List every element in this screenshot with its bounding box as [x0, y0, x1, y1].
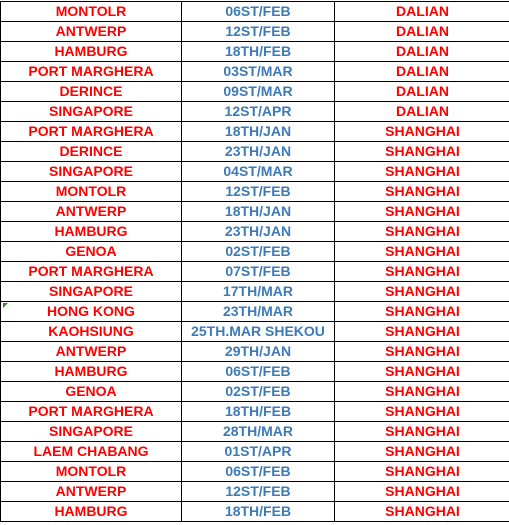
port-cell[interactable]: ANTWERP [1, 482, 182, 502]
port-cell[interactable]: LAEM CHABANG [1, 442, 182, 462]
cell-error-indicator-icon [3, 303, 8, 308]
date-cell[interactable]: 12ST/FEB [182, 482, 335, 502]
port-cell[interactable]: MONTOLR [1, 462, 182, 482]
schedule-table-body [1, 2, 509, 522]
port-cell[interactable]: GENOA [1, 242, 182, 262]
port-cell[interactable]: KAOHSIUNG [1, 322, 182, 342]
table-row [1, 122, 509, 142]
destination-cell[interactable]: DALIAN [335, 2, 509, 22]
destination-cell[interactable]: SHANGHAI [335, 142, 509, 162]
port-cell[interactable]: GENOA [1, 382, 182, 402]
port-cell[interactable]: MONTOLR [1, 182, 182, 202]
destination-cell[interactable]: DALIAN [335, 22, 509, 42]
date-cell[interactable]: 06ST/FEB [182, 462, 335, 482]
table-row [1, 162, 509, 182]
port-cell[interactable]: PORT MARGHERA [1, 262, 182, 282]
destination-cell[interactable]: SHANGHAI [335, 242, 509, 262]
port-cell[interactable]: HAMBURG [1, 362, 182, 382]
port-cell[interactable]: SINGAPORE [1, 282, 182, 302]
table-row [1, 222, 509, 242]
port-cell[interactable]: PORT MARGHERA [1, 402, 182, 422]
port-cell[interactable]: DERINCE [1, 82, 182, 102]
port-cell[interactable]: SINGAPORE [1, 422, 182, 442]
table-row [1, 82, 509, 102]
table-row [1, 322, 509, 342]
destination-cell[interactable]: SHANGHAI [335, 282, 509, 302]
table-row [1, 102, 509, 122]
date-cell[interactable]: 02ST/FEB [182, 242, 335, 262]
table-row [1, 262, 509, 282]
destination-cell[interactable]: SHANGHAI [335, 162, 509, 182]
port-cell[interactable]: PORT MARGHERA [1, 122, 182, 142]
port-cell[interactable]: HAMBURG [1, 42, 182, 62]
destination-cell[interactable]: SHANGHAI [335, 342, 509, 362]
date-cell[interactable]: 29TH/JAN [182, 342, 335, 362]
port-cell[interactable]: MONTOLR [1, 2, 182, 22]
table-row [1, 362, 509, 382]
table-row [1, 502, 509, 522]
table-row [1, 22, 509, 42]
table-row [1, 242, 509, 262]
table-row [1, 342, 509, 362]
schedule-table [0, 1, 509, 522]
destination-cell[interactable]: SHANGHAI [335, 182, 509, 202]
destination-cell[interactable]: SHANGHAI [335, 422, 509, 442]
date-cell[interactable]: 18TH/FEB [182, 402, 335, 422]
date-cell[interactable]: 04ST/MAR [182, 162, 335, 182]
date-cell[interactable]: 17TH/MAR [182, 282, 335, 302]
destination-cell[interactable]: SHANGHAI [335, 442, 509, 462]
port-cell[interactable]: HAMBURG [1, 222, 182, 242]
destination-cell[interactable]: DALIAN [335, 42, 509, 62]
destination-cell[interactable]: DALIAN [335, 62, 509, 82]
destination-cell[interactable]: SHANGHAI [335, 302, 509, 322]
destination-cell[interactable]: DALIAN [335, 82, 509, 102]
port-cell[interactable]: DERINCE [1, 142, 182, 162]
destination-cell[interactable]: SHANGHAI [335, 382, 509, 402]
table-row [1, 42, 509, 62]
port-cell[interactable]: ANTWERP [1, 22, 182, 42]
table-row [1, 62, 509, 82]
destination-cell[interactable]: SHANGHAI [335, 262, 509, 282]
date-cell[interactable]: 06ST/FEB [182, 2, 335, 22]
port-cell[interactable]: HONG KONG [1, 302, 182, 322]
destination-cell[interactable]: SHANGHAI [335, 462, 509, 482]
table-row [1, 182, 509, 202]
date-cell[interactable]: 02ST/FEB [182, 382, 335, 402]
destination-cell[interactable]: SHANGHAI [335, 122, 509, 142]
date-cell[interactable]: 18TH/FEB [182, 42, 335, 62]
destination-cell[interactable]: SHANGHAI [335, 322, 509, 342]
table-row [1, 402, 509, 422]
table-row [1, 442, 509, 462]
date-cell[interactable]: 01ST/APR [182, 442, 335, 462]
table-row [1, 302, 509, 322]
date-cell[interactable]: 18TH/JAN [182, 122, 335, 142]
date-cell[interactable]: 12ST/FEB [182, 22, 335, 42]
table-row [1, 422, 509, 442]
destination-cell[interactable]: SHANGHAI [335, 362, 509, 382]
table-row [1, 142, 509, 162]
port-cell[interactable]: HAMBURG [1, 502, 182, 522]
date-cell[interactable]: 18TH/FEB [182, 502, 335, 522]
date-cell[interactable]: 12ST/FEB [182, 182, 335, 202]
date-cell[interactable]: 12ST/APR [182, 102, 335, 122]
date-cell[interactable]: 23TH/JAN [182, 142, 335, 162]
destination-cell[interactable]: DALIAN [335, 102, 509, 122]
destination-cell[interactable]: SHANGHAI [335, 202, 509, 222]
date-cell[interactable]: 07ST/FEB [182, 262, 335, 282]
table-row [1, 2, 509, 22]
destination-cell[interactable]: SHANGHAI [335, 402, 509, 422]
date-cell[interactable]: 23TH/JAN [182, 222, 335, 242]
port-cell[interactable]: ANTWERP [1, 342, 182, 362]
date-cell[interactable]: 25TH.MAR SHEKOU [182, 322, 335, 342]
port-cell[interactable]: PORT MARGHERA [1, 62, 182, 82]
date-cell[interactable]: 03ST/MAR [182, 62, 335, 82]
destination-cell[interactable]: SHANGHAI [335, 502, 509, 522]
port-cell[interactable]: ANTWERP [1, 202, 182, 222]
destination-cell[interactable]: SHANGHAI [335, 482, 509, 502]
date-cell[interactable]: 18TH/JAN [182, 202, 335, 222]
table-row [1, 282, 509, 302]
table-row [1, 462, 509, 482]
port-cell[interactable]: SINGAPORE [1, 102, 182, 122]
date-cell[interactable]: 09ST/MAR [182, 82, 335, 102]
date-cell[interactable]: 28TH/MAR [182, 422, 335, 442]
table-row [1, 382, 509, 402]
table-row [1, 482, 509, 502]
destination-cell[interactable]: SHANGHAI [335, 222, 509, 242]
table-row [1, 202, 509, 222]
date-cell[interactable]: 23TH/MAR [182, 302, 335, 322]
date-cell[interactable]: 06ST/FEB [182, 362, 335, 382]
port-cell[interactable]: SINGAPORE [1, 162, 182, 182]
